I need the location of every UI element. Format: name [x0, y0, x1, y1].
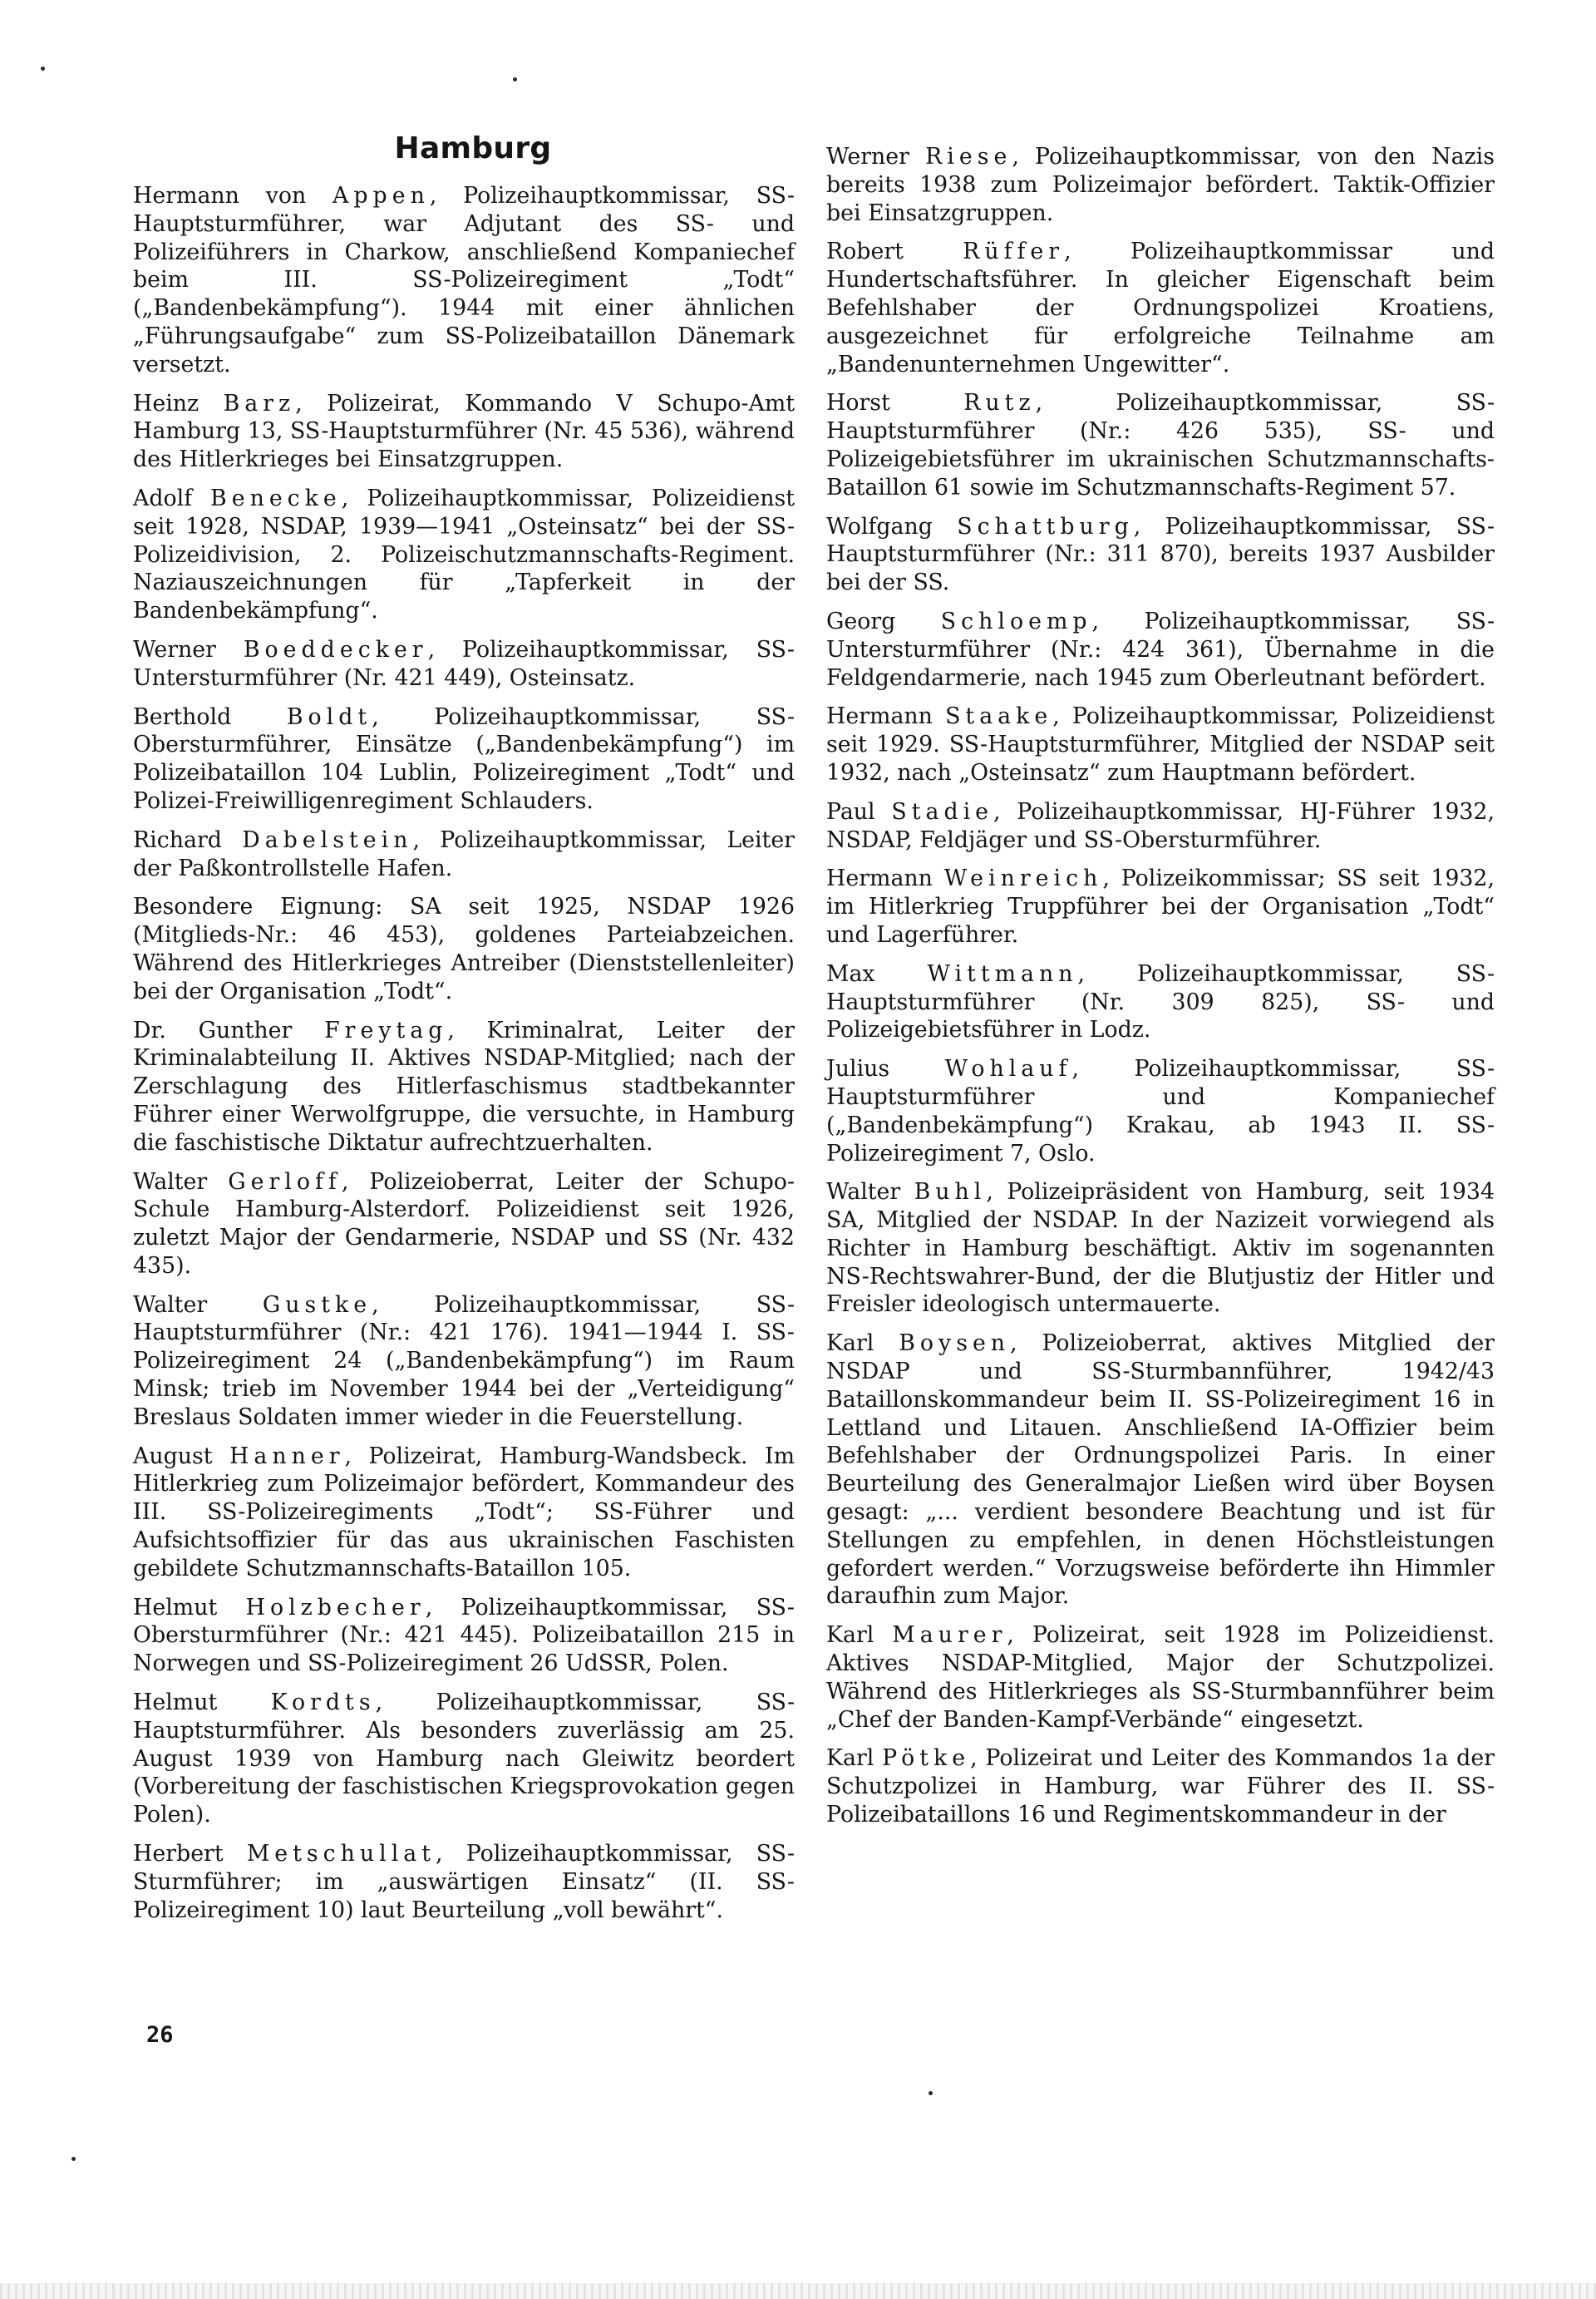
entry-first-name: Walter	[133, 1168, 229, 1195]
entry-text: , Polizeioberrat, Leiter der Schupo-Schule Hamburg-Alsterdorf. Polizeidienst seit 1926, zuletzt Major der Gendarmerie, NSDAP und SS (Nr. 432 435).	[133, 1168, 795, 1279]
entry-surname: Riese	[925, 144, 1012, 170]
biography-entry	[826, 960, 1495, 1044]
biography-entry	[133, 826, 795, 883]
left-column	[133, 131, 795, 1935]
page-heading: Hamburg	[394, 131, 552, 165]
entry-text: , Polizeihauptkommissar, SS-Obersturmführer, Einsätze („Bandenbekämpfung“) im Polizeibataillon 104 Lublin, Polizeiregiment „Todt“ und Polizei-Freiwilligenregiment Schlauders.	[133, 703, 796, 814]
biography-entry	[133, 893, 795, 1005]
entry-first-name: Wolfgang	[826, 513, 958, 540]
entry-text: , Polizeihauptkommissar, SS-Hauptsturmführer (Nr.: 426 535), SS- und Polizeigebietsführer im ukrainischen Schutzmannschafts-Bataillon 61 sowie im Schutzmannschafts-Regiment 57.	[826, 390, 1495, 501]
entry-first-name: Helmut	[133, 1690, 271, 1716]
entry-surname: Barz	[223, 390, 296, 417]
scan-speck	[513, 77, 517, 81]
entry-surname: Wittmann	[927, 960, 1078, 987]
biography-entry	[133, 1689, 795, 1829]
biography-entry	[133, 485, 795, 625]
entry-surname: Maurer	[892, 1622, 1007, 1649]
biography-entry	[133, 182, 795, 379]
biography-entry	[826, 513, 1495, 597]
entry-surname: Schattburg	[957, 513, 1134, 540]
entry-surname: Gerloff	[228, 1168, 342, 1195]
biography-entry	[133, 703, 795, 816]
scan-speck	[71, 2157, 76, 2161]
entry-surname: Kordts	[270, 1690, 376, 1716]
entry-surname: Freytag	[324, 1017, 448, 1043]
entry-first-name: Werner	[826, 144, 926, 170]
entry-surname: Wohlauf	[944, 1056, 1072, 1083]
entry-first-name: Werner	[133, 636, 244, 663]
entry-text: , Polizeihauptkommissar, Leiter der Paßkontrollstelle Hafen.	[133, 826, 795, 881]
entry-text: , Polizeihauptkommissar, SS-Hauptsturmführer und Kompaniechef („Bandenbekämpfung“) Krakau, ab 1943 II. SS-Polizeiregiment 7, Oslo.	[826, 1056, 1495, 1167]
entry-surname: Pötke	[882, 1745, 971, 1772]
entry-first-name: Walter	[133, 1291, 263, 1318]
entry-first-name: Horst	[826, 390, 964, 417]
entry-text: , Polizeihauptkommissar, SS-Obersturmführer (Nr.: 421 445). Polizeibataillon 215 in Norwegen und SS-Polizeiregiment 26 UdSSR, Polen.	[133, 1594, 795, 1677]
biography-entry	[826, 1621, 1495, 1734]
entry-first-name: August	[133, 1443, 229, 1469]
entry-first-name: Georg	[826, 608, 941, 634]
entry-first-name: Walter	[826, 1179, 914, 1206]
biography-entry	[133, 1291, 795, 1432]
entry-surname: Benecke	[210, 485, 342, 511]
entry-surname: Staake	[945, 703, 1053, 730]
entry-surname: Weinreich	[943, 866, 1103, 892]
entry-text: , Polizeikommissar; SS seit 1932, im Hitlerkrieg Truppführer bei der Organisation „Todt“ und Lagerführer.	[826, 866, 1495, 948]
entry-surname: Gustke	[262, 1291, 372, 1318]
entry-text: , Polizeirat, Kommando V Schupo-Amt Hamburg 13, SS-Hauptsturmführer (Nr. 45 536), während des Hitlerkrieges bei Einsatzgruppen.	[133, 390, 795, 473]
entry-text: , Polizeioberrat, aktives Mitglied der NSDAP und SS-Sturmbannführer, 1942/43 Bataillonskommandeur beim II. SS-Polizeiregiment 16 in Lettland und Litauen. Anschließend IA-Offizier beim Befehlshaber der Ordnungspolizei Paris. In einer Beurteilung des Generalmajor Ließen wird über Boysen gesagt: „... verdient besondere Beachtung und ist für Stellungen zu empfehlen, in denen Höchstleistungen gefordert werden.“ Vorzugsweise beförderte ihn Himmler daraufhin zum Major.	[826, 1330, 1495, 1610]
entry-text: , Polizeihauptkommissar, SS-Untersturmführer (Nr. 421 449), Osteinsatz.	[133, 636, 795, 691]
biography-entry	[826, 1178, 1495, 1319]
entry-first-name: Helmut	[133, 1594, 246, 1621]
entry-first-name: Karl	[826, 1330, 899, 1357]
left-entries	[133, 182, 795, 1924]
biography-entry	[826, 143, 1495, 227]
entry-surname: Appen	[332, 183, 430, 209]
entry-first-name: Adolf	[133, 485, 211, 511]
entry-first-name: Karl	[826, 1622, 893, 1649]
entry-text: , Polizeihauptkommissar, SS-Hauptsturmführer. Als besonders zuverlässig am 25. August 1939 von Hamburg nach Gleiwitz beordert (Vorbereitung der faschistischen Kriegsprovokation gegen Polen).	[133, 1690, 795, 1828]
biography-entry	[826, 1330, 1495, 1611]
biography-entry	[133, 1594, 795, 1678]
entry-text: , Polizeihauptkommissar und Hundertschaftsführer. In gleicher Eigenschaft beim Befehlshaber der Ordnungspolizei Kroatiens, ausgezeichnet für erfolgreiche Teilnahme am „Bandenunternehmen Ungewitter“.	[826, 239, 1495, 377]
entry-first-name: Richard	[133, 826, 243, 853]
entry-text: , Polizeihauptkommissar, SS-Untersturmführer (Nr.: 424 361), Übernahme in die Feldgendarmerie, nach 1945 zum Oberleutnant befördert.	[826, 608, 1495, 691]
entry-first-name: Max	[826, 960, 928, 987]
biography-entry	[133, 1168, 795, 1280]
biography-entry	[133, 636, 795, 693]
scan-speck	[41, 67, 45, 71]
entry-first-name: Dr. Gunther	[133, 1017, 325, 1043]
entry-text: Besondere Eignung: SA seit 1925, NSDAP 1926 (Mitglieds-Nr.: 46 453), goldenes Parteiabzeichen. Während des Hitlerkrieges Antreiber (Dienststellenleiter) bei der Organisation „Todt“.	[133, 894, 795, 1004]
entry-first-name: Robert	[826, 239, 963, 265]
entry-surname: Buhl	[914, 1179, 987, 1206]
entry-text: , Polizeirat, seit 1928 im Polizeidienst. Aktives NSDAP-Mitglied, Major der Schutzpolizei. Während des Hitlerkrieges als SS-Sturmbannführer beim „Chef der Banden-Kampf-Verbände“ eingesetzt.	[826, 1622, 1495, 1733]
entry-first-name: Julius	[826, 1056, 945, 1083]
entry-text: , Polizeihauptkommissar, SS-Hauptsturmführer (Nr.: 311 870), bereits 1937 Ausbilder bei der SS.	[826, 513, 1495, 596]
entry-first-name: Hermann	[826, 866, 944, 892]
entry-surname: Dabelstein	[242, 826, 413, 853]
biography-entry	[826, 703, 1495, 787]
biography-entry	[133, 390, 795, 474]
entry-text: , Polizeihauptkommissar, HJ-Führer 1932, NSDAP, Feldjäger und SS-Obersturmführer.	[826, 798, 1495, 853]
entry-surname: Boysen	[899, 1330, 1011, 1357]
entry-text: , Kriminalrat, Leiter der Kriminalabteilung II. Aktives NSDAP-Mitglied; nach der Zerschlagung des Hitlerfaschismus stadtbekannter Führer einer Werwolfgruppe, die versuchte, in Hamburg die faschistische Diktatur aufrechtzuerhalten.	[133, 1017, 795, 1156]
right-column	[826, 143, 1495, 1840]
biography-entry	[826, 865, 1495, 949]
entry-text: , Polizeihauptkommissar, Polizeidienst seit 1929. SS-Hauptsturmführer, Mitglied der NSDAP seit 1932, nach „Osteinsatz“ zum Hauptmann befördert.	[826, 703, 1495, 786]
entry-text: , Polizeirat und Leiter des Kommandos 1a der Schutzpolizei in Hamburg, war Führer des II. SS-Polizeibataillons 16 und Regimentskommandeur in der	[826, 1745, 1495, 1828]
entry-surname: Holzbecher	[245, 1594, 426, 1621]
entry-text: , Polizeihauptkommissar, SS-Hauptsturmführer (Nr. 309 825), SS- und Polizeigebietsführer in Lodz.	[826, 960, 1495, 1043]
entry-text: , Polizeihauptkommissar, Polizeidienst seit 1928, NSDAP, 1939—1941 „Osteinsatz“ bei der SS-Polizeidivision, 2. Polizeischutzmannschafts-Regiment. Naziauszeichnungen für „Tapferkeit in der Bandenbekämpfung“.	[133, 485, 795, 624]
entry-first-name: Hermann	[826, 703, 946, 730]
entry-text: , Polizeihauptkommissar, SS-Sturmführer; im „auswärtigen Einsatz“ (II. SS-Polizeiregiment 10) laut Beurteilung „voll bewährt“.	[133, 1841, 795, 1923]
biography-entry	[826, 1055, 1495, 1167]
page-number: 26	[146, 2022, 174, 2048]
entry-surname: Stadie	[891, 798, 994, 825]
biography-entry	[826, 389, 1495, 501]
entry-text: , Polizeihauptkommissar, SS-Hauptsturmführer, war Adjutant des SS- und Polizeiführers in Charkow, anschließend Kompaniechef beim III. SS-Polizeiregiment „Todt“ („Bandenbekämpfung“). 1944 mit einer ähnlichen „Führungsaufgabe“ zum SS-Polizeibataillon Dänemark versetzt.	[133, 183, 795, 377]
entry-first-name: Hermann von	[133, 183, 333, 209]
entry-surname: Boldt	[286, 703, 372, 730]
entry-first-name: Paul	[826, 798, 892, 825]
entry-surname: Rüffer	[963, 239, 1065, 265]
biography-entry	[133, 1443, 795, 1583]
entry-first-name: Berthold	[133, 703, 287, 730]
entry-first-name: Herbert	[133, 1841, 247, 1867]
biography-entry	[826, 608, 1495, 692]
scan-edge	[0, 2283, 1596, 2299]
biography-entry	[133, 1840, 795, 1924]
entry-surname: Rutz	[963, 390, 1036, 417]
biography-entry	[826, 798, 1495, 855]
entry-text: , Polizeihauptkommissar, von den Nazis bereits 1938 zum Polizeimajor befördert. Taktik-Offizier bei Einsatzgruppen.	[826, 144, 1495, 226]
biography-entry	[133, 1017, 795, 1157]
entry-first-name: Karl	[826, 1745, 883, 1772]
entry-text: , Polizeihauptkommissar, SS-Hauptsturmführer (Nr.: 421 176). 1941—1944 I. SS-Polizeiregiment 24 („Bandenbekämpfung“) im Raum Minsk; trieb im November 1944 bei der „Verteidigung“ Breslaus Soldaten immer wieder in die Feuerstellung.	[133, 1291, 796, 1430]
entry-text: , Polizeipräsident von Hamburg, seit 1934 SA, Mitglied der NSDAP. In der Nazizeit vorwiegend als Richter in Hamburg beschäftigt. Aktiv im sogenannten NS-Rechtswahrer-Bund, der die Blutjustiz der Hitler und Freisler ideologisch untermauerte.	[826, 1179, 1495, 1318]
entry-surname: Schloemp	[940, 608, 1092, 634]
entry-surname: Boeddecker	[243, 636, 428, 663]
entry-surname: Metschullat	[246, 1841, 436, 1867]
right-entries	[826, 143, 1495, 1829]
biography-entry	[826, 238, 1495, 378]
entry-first-name: Heinz	[133, 390, 224, 417]
biography-entry	[826, 1744, 1495, 1828]
entry-text: , Polizeirat, Hamburg-Wandsbeck. Im Hitlerkrieg zum Polizeimajor befördert, Kommandeur des III. SS-Polizeiregiments „Todt“; SS-Führer und Aufsichtsoffizier für das aus ukrainischen Faschisten gebildete Schutzmannschafts-Bataillon 105.	[133, 1443, 795, 1581]
entry-surname: Hanner	[229, 1443, 345, 1469]
scan-speck	[929, 2091, 933, 2095]
